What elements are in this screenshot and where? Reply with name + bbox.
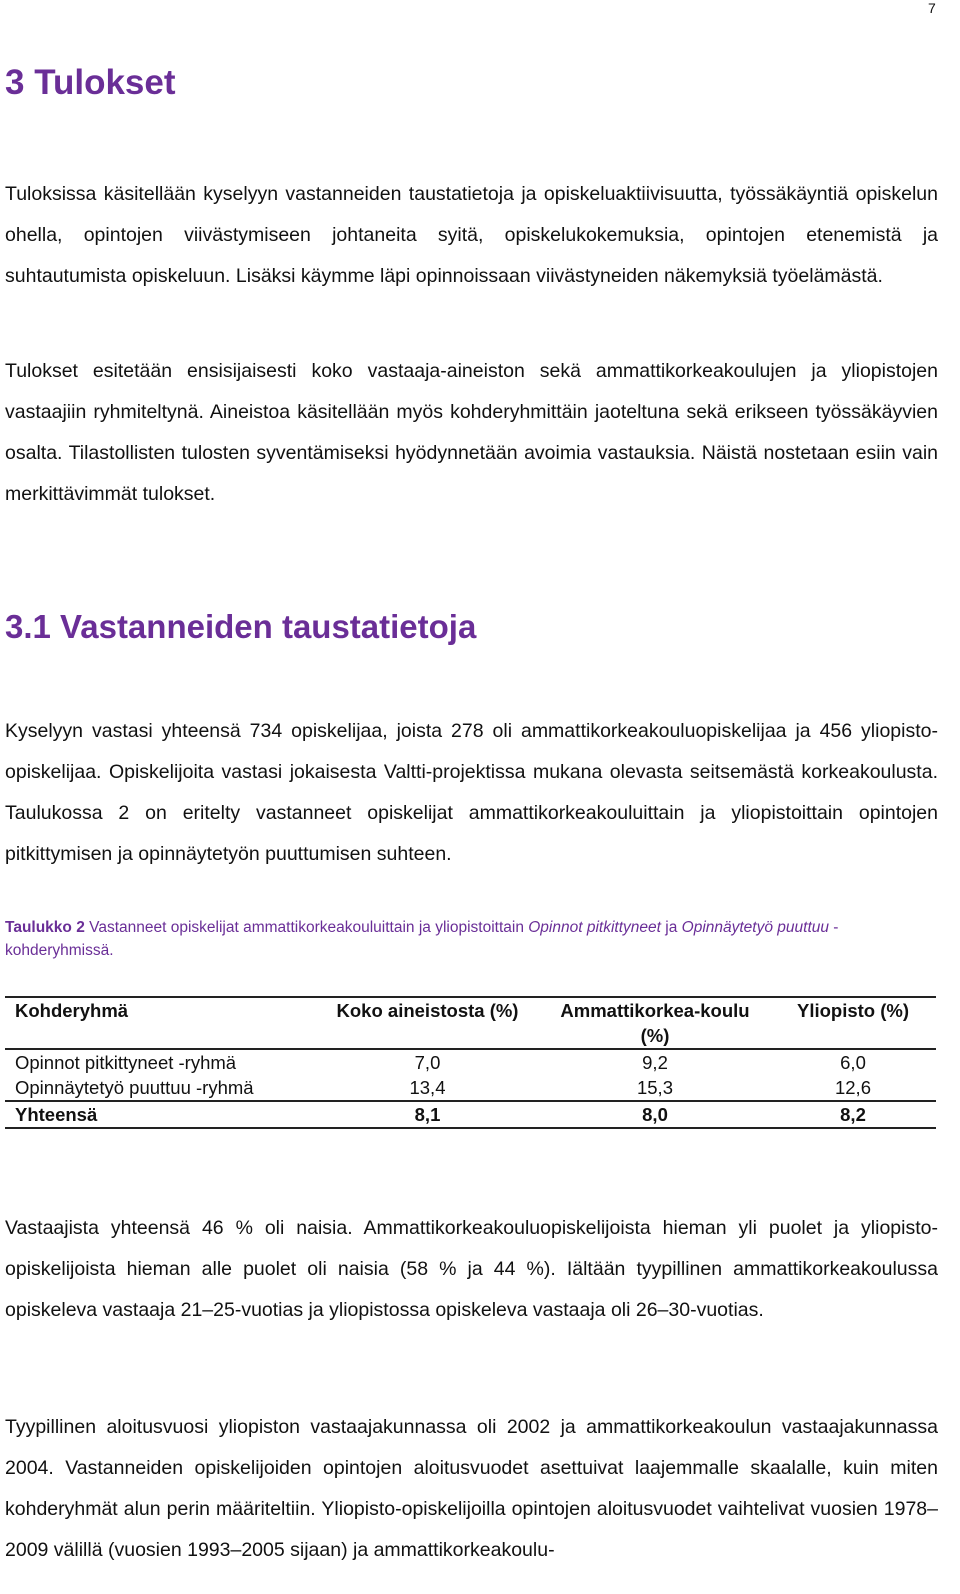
page-number: 7 <box>928 0 936 16</box>
results-table <box>5 996 936 1129</box>
caption-label: Taulukko 2 <box>5 919 85 936</box>
column-header: Koko aineistosta (%) <box>336 1000 519 1021</box>
table-total-row <box>5 1101 936 1128</box>
table-cell: 6,0 <box>840 1052 866 1073</box>
start-year-paragraph: Tyypillinen aloitusvuosi yliopiston vastaajakunnassa oli 2002 ja ammattikorkeakoulun vastaajakunnassa 2004. Vastanneiden opiskelijoiden opintojen aloitusvuodet asettuivat laajemmalle skaalalle, kuin miten kohderyhmät alun perin määriteltiin. Yliopisto-opiskelijoilla opintojen aloitusvuodet vaihtelivat vuosien 1978–2009 välillä (vuosien 1993–2005 sijaan) ja ammattikorkeakoulu- <box>5 1416 938 1561</box>
column-header: Yliopisto (%) <box>796 1000 910 1021</box>
background-paragraph: Kyselyyn vastasi yhteensä 734 opiskelijaa, joista 278 oli ammattikorkeakouluopiskelijaa ja 456 yliopisto-opiskelijaa. Opiskelijoita vastasi jokaisesta Valtti-projektissa mukana olevasta seitsemästä korkeakoulusta. Taulukossa 2 on eritelty vastanneet opiskelijat ammattikorkeakouluittain ja yliopistoittain opintojen pitkittymisen ja opinnäytetyön puuttumisen suhteen. <box>5 720 938 865</box>
column-header: Ammattikorkea-koulu (%) <box>560 1000 750 1046</box>
table-cell: 8,2 <box>840 1104 866 1125</box>
table-cell: Opinnäytetyö puuttuu -ryhmä <box>15 1077 254 1098</box>
table-cell: 15,3 <box>636 1077 673 1098</box>
intro-paragraph-2: Tulokset esitetään ensisijaisesti koko vastaaja-aineiston sekä ammattikorkeakoulujen ja yliopistojen vastaajiin ryhmiteltynä. Aineistoa käsitellään myös kohderyhmittäin jaoteltuna sekä erikseen työssäkäyvien osalta. Tilastollisten tulosten syventämiseksi hyödynnetään avoimia vastauksia. Näistä nostetaan esiin vain merkittävimmät tulokset. <box>5 360 938 505</box>
table-cell: 8,1 <box>414 1104 441 1125</box>
table-cell: 9,2 <box>642 1052 668 1073</box>
table-caption <box>5 916 940 962</box>
column-header: Kohderyhmä <box>15 1000 129 1021</box>
table-cell: 12,6 <box>834 1077 871 1098</box>
caption-text: Vastanneet opiskelijat ammattikorkeakouluittain ja yliopistoittain <box>84 919 529 936</box>
table-cell: 8,0 <box>642 1104 668 1125</box>
caption-text: ja <box>660 919 682 936</box>
caption-text: -kohderyhmissä. <box>5 919 839 959</box>
subsection-heading: 3.1 Vastanneiden taustatietoja <box>5 608 477 645</box>
section-heading: 3 Tulokset <box>5 63 176 102</box>
table-row <box>5 1075 936 1101</box>
table-header-row <box>5 997 936 1049</box>
caption-italic-group-1: Opinnot pitkittyneet <box>528 919 661 936</box>
table-row <box>5 1049 936 1075</box>
table-cell: Yhteensä <box>15 1104 98 1125</box>
table-cell: Opinnot pitkittyneet -ryhmä <box>15 1052 237 1073</box>
table-cell: 7,0 <box>414 1052 441 1073</box>
demographics-paragraph: Vastaajista yhteensä 46 % oli naisia. Ammattikorkeakouluopiskelijoista hieman yli puolet ja yliopisto-opiskelijoista hieman alle puolet oli naisia (58 % ja 44 %). Iältään tyypillinen ammattikorkeakoulussa opiskeleva vastaaja 21–25-vuotias ja yliopistossa opiskeleva vastaaja oli 26–30-vuotias. <box>5 1217 938 1321</box>
table-cell: 13,4 <box>409 1077 446 1098</box>
intro-paragraph-1: Tuloksissa käsitellään kyselyyn vastanneiden taustatietoja ja opiskeluaktiivisuutta, työssäkäyntiä opiskelun ohella, opintojen viivästymiseen johtaneita syitä, opiskelukokemuksia, opintojen etenemistä ja suhtautumista opiskeluun. Lisäksi käymme läpi opinnoissaan viivästyneiden näkemyksiä työelämästä. <box>5 183 938 287</box>
caption-italic-group-2: Opinnäytetyö puuttuu <box>681 919 829 936</box>
